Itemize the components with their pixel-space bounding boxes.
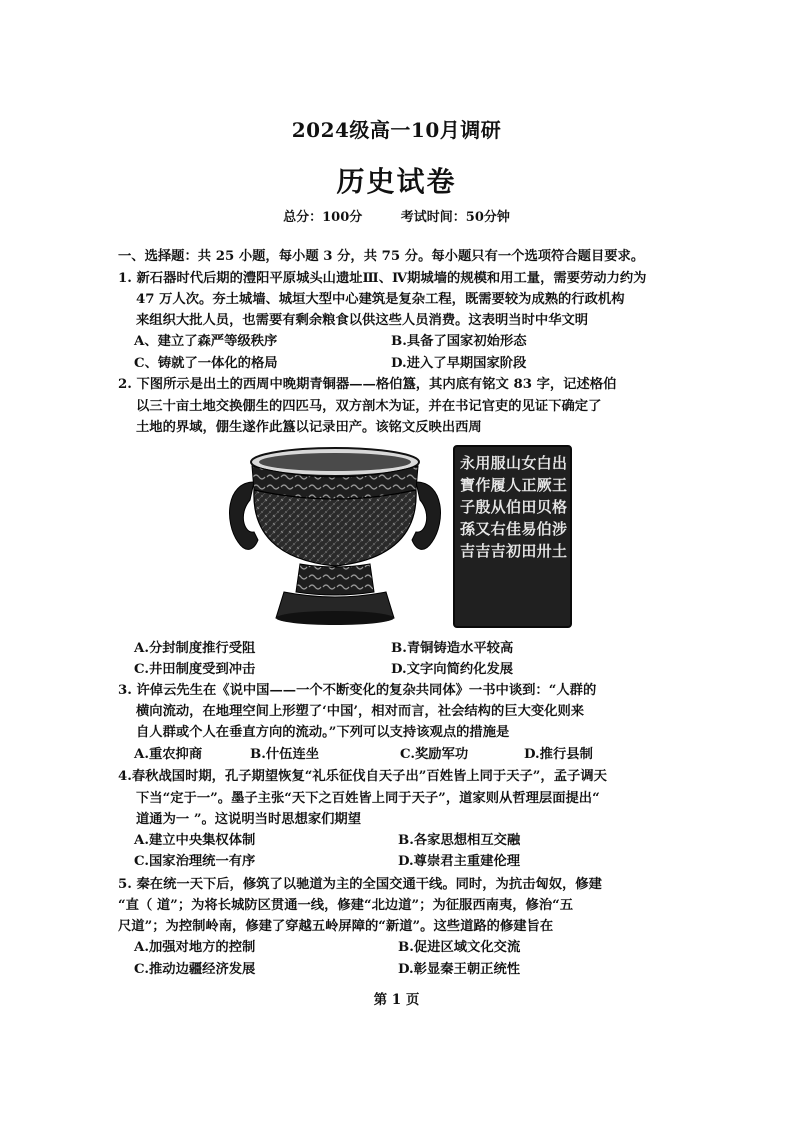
q1-line-2: 47 万人次。夯土城墙、城垣大型中心建筑是复杂工程，既需要较为成熟的行政机构 [136, 292, 625, 307]
q4-line-3: 道通为一 ”。这说明当时思想家们期望 [136, 812, 362, 827]
q1-line-1: 1. 新石器时代后期的澧阳平原城头山遗址Ⅲ、Ⅳ期城墙的规模和用工量，需要劳动力约为 [118, 271, 647, 286]
q1-option-b: B.具备了国家初始形态 [391, 334, 527, 349]
q2-line-3: 土地的界域，倗生遂作此簋以记录田产。该铭文反映出西周 [136, 420, 482, 435]
inscription-column: 出王格涉土 [549, 455, 568, 565]
q3-line-3: 自人群或个人在垂直方向的流动。”下列可以支持该观点的措施是 [136, 725, 510, 740]
q2-line-2: 以三十亩土地交换倗生的四匹马，双方剖木为证，并在书记官吏的见证下确定了 [136, 399, 602, 414]
exam-time: 考试时间：50分钟 [400, 210, 510, 225]
q5-option-a: A.加强对地方的控制 [134, 940, 256, 955]
q4-line-1: 4.春秋战国时期，孔子期望恢复“礼乐征伐自天子出”百姓皆上同于天子”，孟子调天 [118, 769, 607, 784]
inscription-column: 用作殷又吉 [473, 455, 492, 565]
section-heading: 一、选择题：共 25 小题，每小题 3 分，共 75 分。每小题只有一个选项符合题目要求。 [118, 249, 645, 264]
exam-meta [0, 206, 793, 225]
q4-line-2: 下当“定于一”。墨子主张“天下之百姓皆上同于天子”，道家则从哲理层面提出“ [136, 791, 600, 806]
q4-option-a: A.建立中央集权体制 [134, 833, 256, 848]
q2-option-a: A.分封制度推行受阻 [134, 641, 256, 656]
q2-option-c: C.井田制度受到冲击 [134, 662, 256, 677]
q5-option-d: D.彰显秦王朝正统性 [398, 962, 521, 977]
q3-option-d: D.推行县制 [524, 747, 593, 762]
q3-option-c: C.奖励军功 [400, 747, 469, 762]
page-number: 第 1 页 [373, 992, 420, 1008]
q3-option-b: B.什伍连坐 [250, 747, 320, 762]
q5-option-c: C.推动边疆经济发展 [134, 962, 256, 977]
bronze-gui-vessel-image [224, 442, 446, 628]
q1-option-a: A、建立了森严等级秩序 [134, 334, 278, 349]
exam-subject: 历史试卷 [336, 165, 457, 198]
inscription-column: 女正田易田 [519, 455, 538, 565]
q3-line-1: 3. 许倬云先生在《说中国——一个不断变化的复杂共同体》一书中谈到：“人群的 [118, 683, 597, 698]
q4-option-c: C.国家治理统一有序 [134, 854, 256, 869]
q2-option-b: B.青铜铸造水平较高 [391, 641, 514, 656]
q1-line-3: 来组织大批人员，也需要有剩余粮食以供这些人员消费。这表明当时中华文明 [136, 313, 589, 328]
q2-line-1: 2. 下图所示是出土的西周中晚期青铜器——格伯簋，其内底有铭文 83 字，记述格伯 [118, 377, 617, 392]
q1-option-c: C、铸就了一体化的格局 [134, 356, 278, 371]
q4-option-d: D.尊崇君主重建伦理 [398, 854, 521, 869]
q4-option-b: B.各家思想相互交融 [398, 833, 521, 848]
total-score: 总分：100分 [283, 210, 363, 225]
inscription-column: 服履从右吉 [488, 455, 507, 565]
exam-title: 2024级高一10月调研 [291, 118, 502, 142]
q2-option-d: D.文字向简约化发展 [391, 662, 514, 677]
inscription-column: 永寶子孫吉 [458, 455, 476, 565]
inscription-column: 山人伯佳初 [503, 455, 522, 565]
q5-line-1: 5. 秦在统一天下后，修筑了以驰道为主的全国交通干线。同时，为抗击匈奴，修建 [118, 877, 602, 892]
q5-line-3: 尺道”；为控制岭南，修建了穿越五岭屏障的“新道”。这些道路的修建旨在 [118, 919, 554, 934]
inscription-rubbing-image [453, 445, 572, 628]
inscription-column: 白厥贝伯卅 [534, 455, 553, 565]
q1-option-d: D.进入了早期国家阶段 [391, 356, 527, 371]
q5-line-2: “直（ 道”；为将长城防区贯通一线，修建“北边道”；为征服西南夷，修治“五 [118, 898, 574, 913]
q5-option-b: B.促进区域文化交流 [398, 940, 521, 955]
q3-option-a: A.重农抑商 [134, 747, 203, 762]
q3-line-2: 横向流动，在地理空间上形塑了‘中国’，相对而言，社会结构的巨大变化则来 [136, 704, 585, 719]
